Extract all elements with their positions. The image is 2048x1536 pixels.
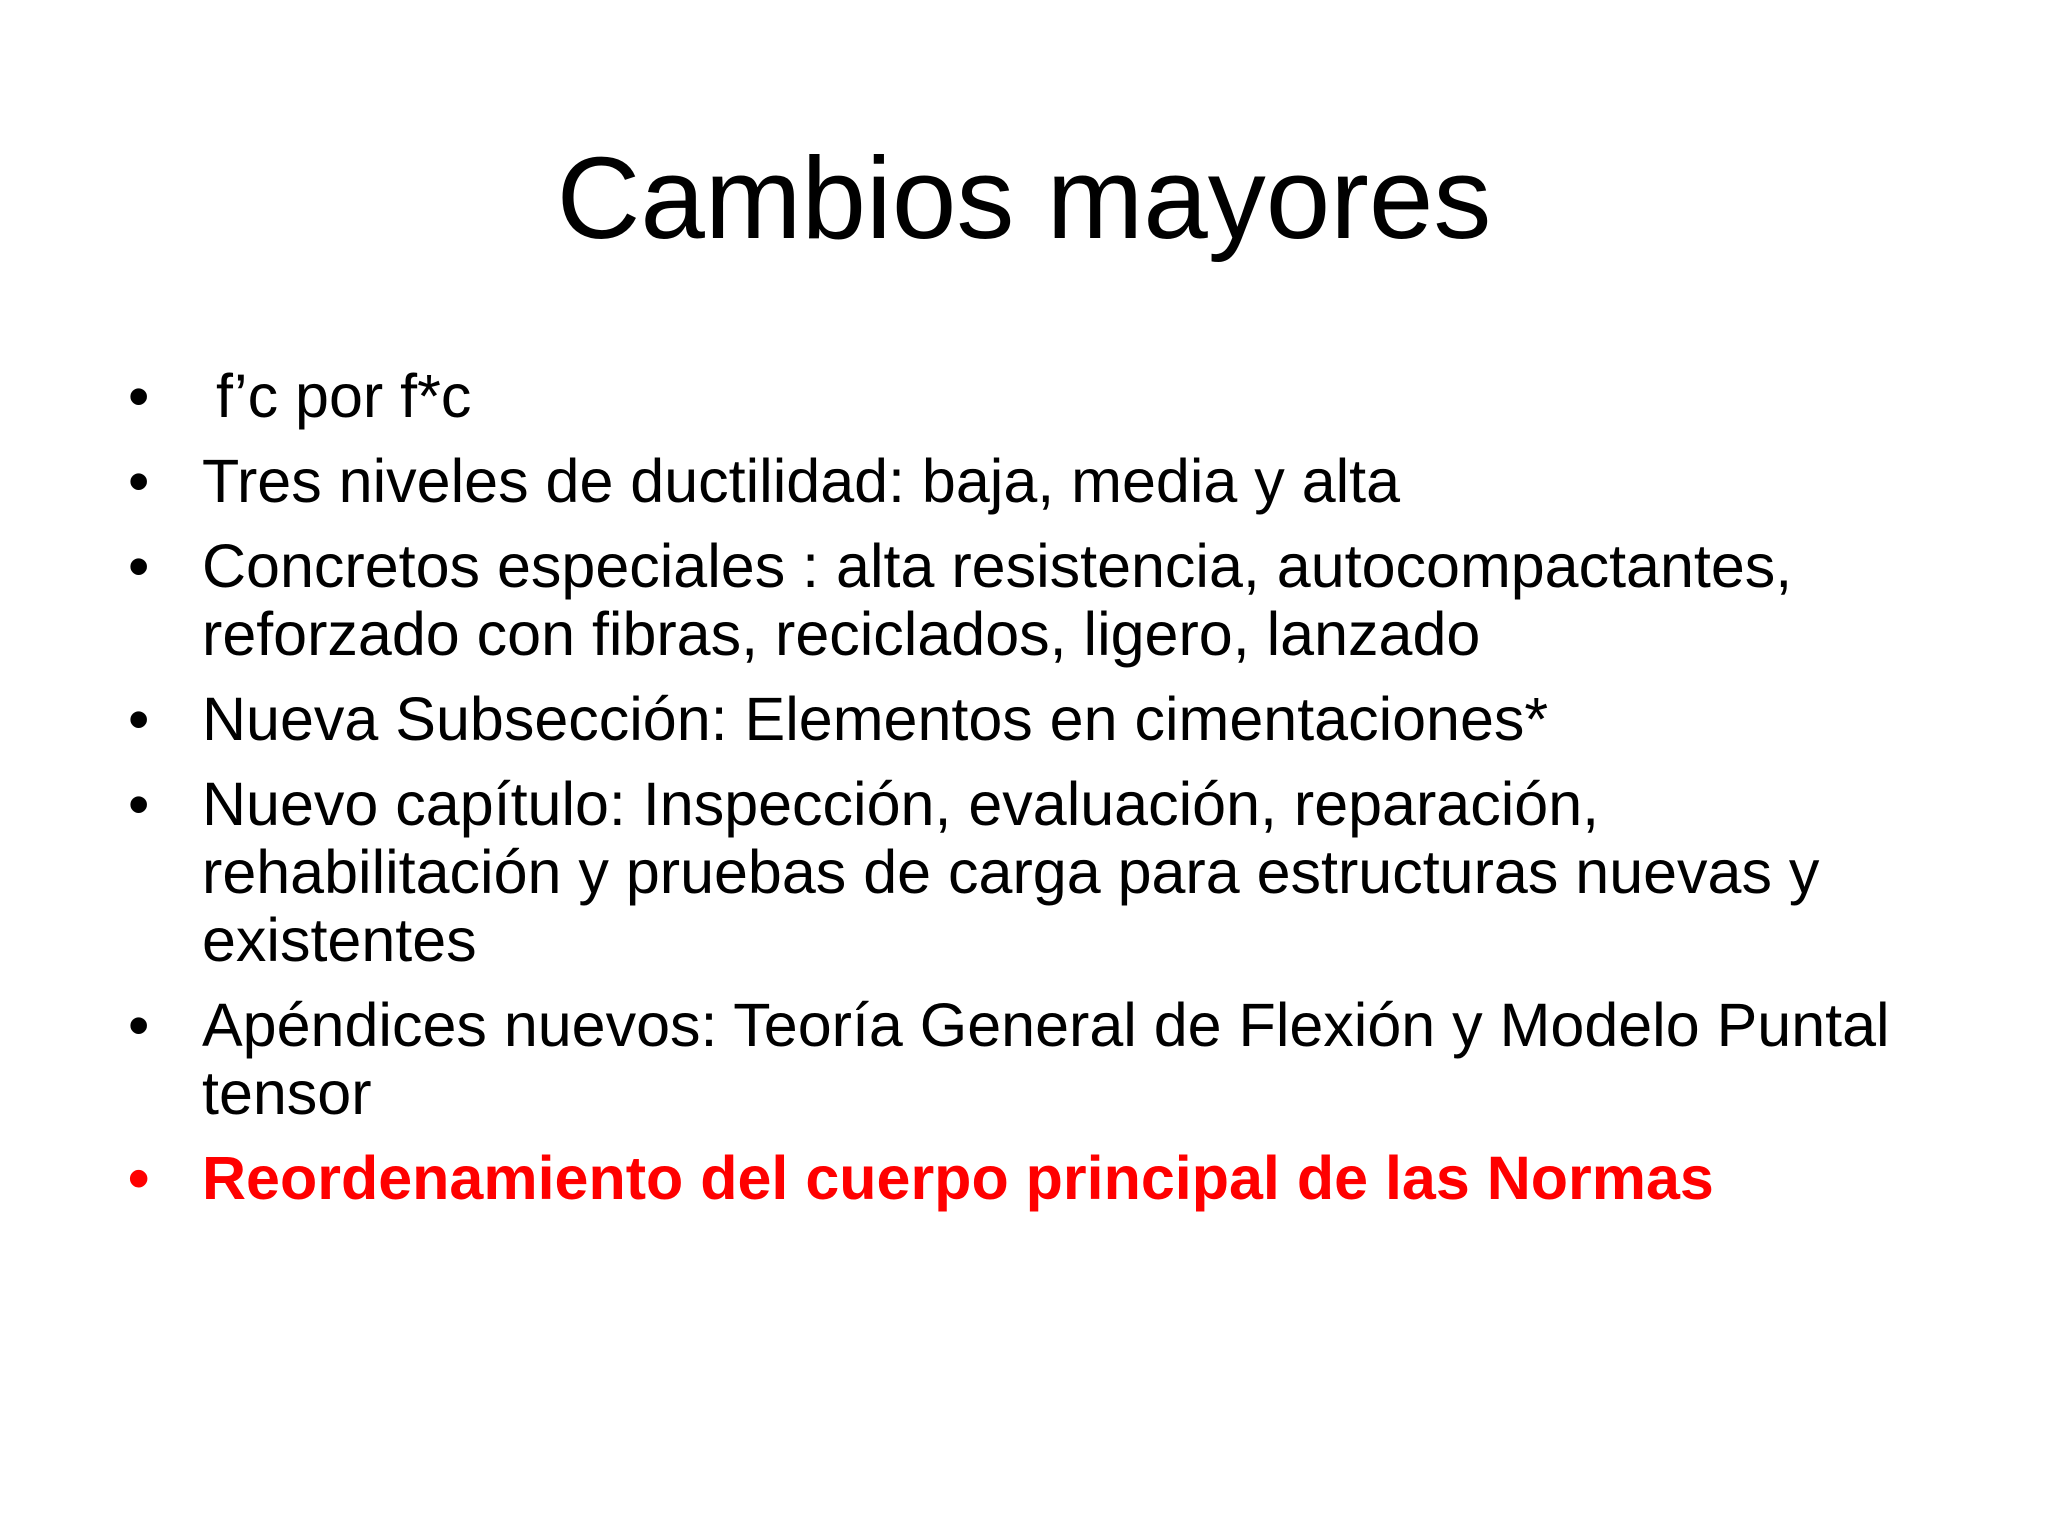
- bullet-list: [128, 362, 1948, 1229]
- bullet-text: Nuevo capítulo: Inspección, evaluación, reparación, rehabilitación y pruebas de carga para estructuras nuevas y existentes: [202, 770, 1820, 974]
- bullet-icon: •: [128, 991, 150, 1059]
- bullet-item: [128, 447, 1948, 515]
- bullet-icon: •: [128, 362, 150, 430]
- bullet-item: [128, 685, 1948, 753]
- bullet-icon: •: [128, 1144, 150, 1212]
- bullet-text: f’c por f*c: [216, 362, 472, 430]
- bullet-icon: •: [128, 447, 150, 515]
- bullet-item-highlighted: [128, 1144, 1948, 1212]
- bullet-text: Apéndices nuevos: Teoría General de Flexión y Modelo Puntal tensor: [202, 991, 1890, 1127]
- bullet-item: [128, 770, 1948, 974]
- bullet-text: Tres niveles de ductilidad: baja, media y alta: [202, 447, 1401, 515]
- bullet-text: Nueva Subsección: Elementos en cimentaciones*: [202, 685, 1549, 753]
- bullet-icon: •: [128, 685, 150, 753]
- slide-title: Cambios mayores: [556, 133, 1492, 263]
- bullet-item: [128, 991, 1948, 1127]
- bullet-text: Reordenamiento del cuerpo principal de las Normas: [202, 1144, 1714, 1212]
- bullet-text: Concretos especiales : alta resistencia, autocompactantes, reforzado con fibras, reciclados, ligero, lanzado: [202, 532, 1793, 668]
- bullet-item: [128, 362, 1948, 430]
- bullet-icon: •: [128, 532, 150, 600]
- bullet-icon: •: [128, 770, 150, 838]
- bullet-item: [128, 532, 1948, 668]
